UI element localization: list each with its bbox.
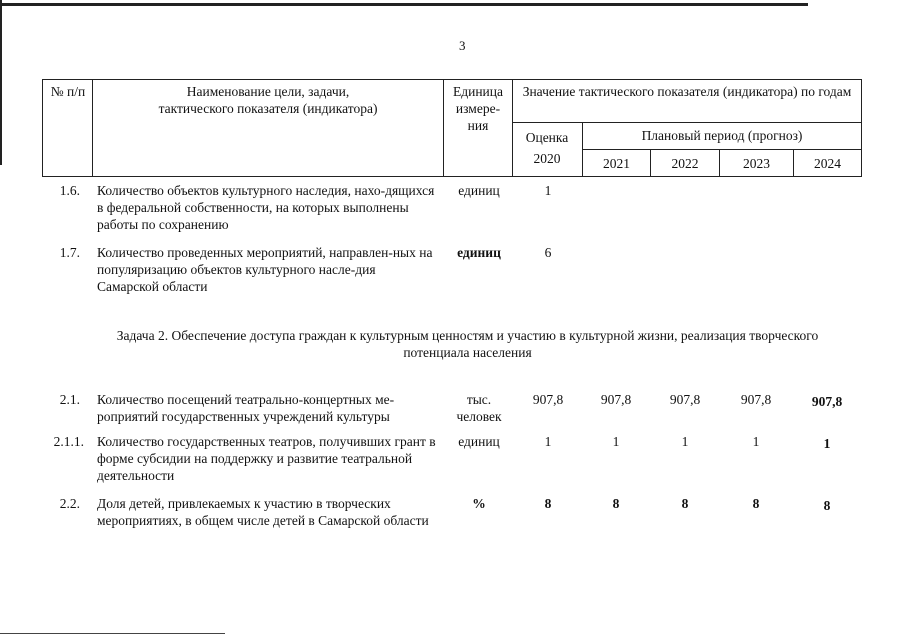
header-year-2024: 2024 bbox=[814, 156, 841, 171]
header-unit: Единица измере-ния bbox=[452, 84, 503, 133]
row-unit: тыс. человек bbox=[456, 392, 502, 424]
header-year-2022: 2022 bbox=[671, 156, 699, 171]
row-value-2021: 8 bbox=[612, 496, 620, 511]
header-year-2023: 2023 bbox=[743, 156, 770, 171]
row-value-2020: 6 bbox=[544, 245, 552, 260]
row-name: Количество объектов культурного наследия, нахо-дящихся в федеральной собственности, на которых выполнены работы по сохранению bbox=[97, 183, 435, 232]
row-name: Доля детей, привлекаемых к участию в творческих мероприятиях, в общем числе детей в Самарской области bbox=[97, 496, 429, 528]
row-value-2024: 8 bbox=[823, 498, 831, 513]
row-value-2023: 8 bbox=[752, 496, 760, 511]
header-planned: Плановый период (прогноз) bbox=[641, 128, 803, 143]
row-name: Количество проведенных мероприятий, направлен-ных на популяризацию объектов культурного насле-дия Самарской области bbox=[97, 245, 433, 294]
row-number: 2.1. bbox=[59, 392, 80, 407]
row-value-2024: 1 bbox=[823, 436, 831, 451]
row-name: Количество посещений театрально-концертных ме-роприятий государственных учреждений культуры bbox=[97, 392, 395, 424]
row-value-2022: 907,8 bbox=[669, 392, 701, 407]
row-name: Количество государственных театров, получивших грант в форме субсидии на поддержку и развитие театральной деятельности bbox=[97, 434, 436, 483]
row-number: 1.7. bbox=[59, 245, 80, 260]
row-unit: единиц bbox=[458, 434, 500, 449]
row-value-2024: 907,8 bbox=[811, 394, 843, 409]
row-value-2023: 1 bbox=[752, 434, 760, 449]
task-heading: Задача 2. Обеспечение доступа граждан к культурным ценностям и участию в культурной жизни, реализация творческого потенциала населения bbox=[116, 328, 819, 360]
footnote-rule bbox=[0, 633, 225, 634]
header-num: № п/п bbox=[50, 84, 86, 99]
row-number: 1.6. bbox=[59, 183, 80, 198]
row-value-2020: 907,8 bbox=[532, 392, 564, 407]
row-unit: % bbox=[472, 496, 486, 511]
row-value-2022: 1 bbox=[681, 434, 689, 449]
row-value-2020: 1 bbox=[544, 434, 552, 449]
row-value-2021: 907,8 bbox=[600, 392, 632, 407]
row-unit: единиц bbox=[457, 245, 501, 260]
row-number: 2.2. bbox=[59, 496, 80, 511]
row-value-2022: 8 bbox=[681, 496, 689, 511]
row-value-2023: 907,8 bbox=[740, 392, 772, 407]
scan-edge-top bbox=[0, 3, 808, 6]
header-name-line1: Наименование цели, задачи, bbox=[186, 84, 350, 99]
row-unit: единиц bbox=[458, 183, 500, 198]
row-value-2020: 1 bbox=[544, 183, 552, 198]
scan-edge-left bbox=[0, 0, 2, 165]
table-header bbox=[42, 79, 862, 177]
header-estimate: Оценка 2020 bbox=[525, 130, 569, 166]
row-number: 2.1.1. bbox=[53, 434, 84, 449]
header-value: Значение тактического показателя (индикатора) по годам bbox=[522, 84, 852, 99]
row-value-2020: 8 bbox=[544, 496, 552, 511]
page-number: 3 bbox=[459, 38, 466, 53]
header-name-line2: тактического показателя (индикатора) bbox=[158, 101, 378, 116]
header-year-2021: 2021 bbox=[603, 156, 630, 171]
row-value-2021: 1 bbox=[612, 434, 620, 449]
header-name bbox=[98, 83, 438, 117]
